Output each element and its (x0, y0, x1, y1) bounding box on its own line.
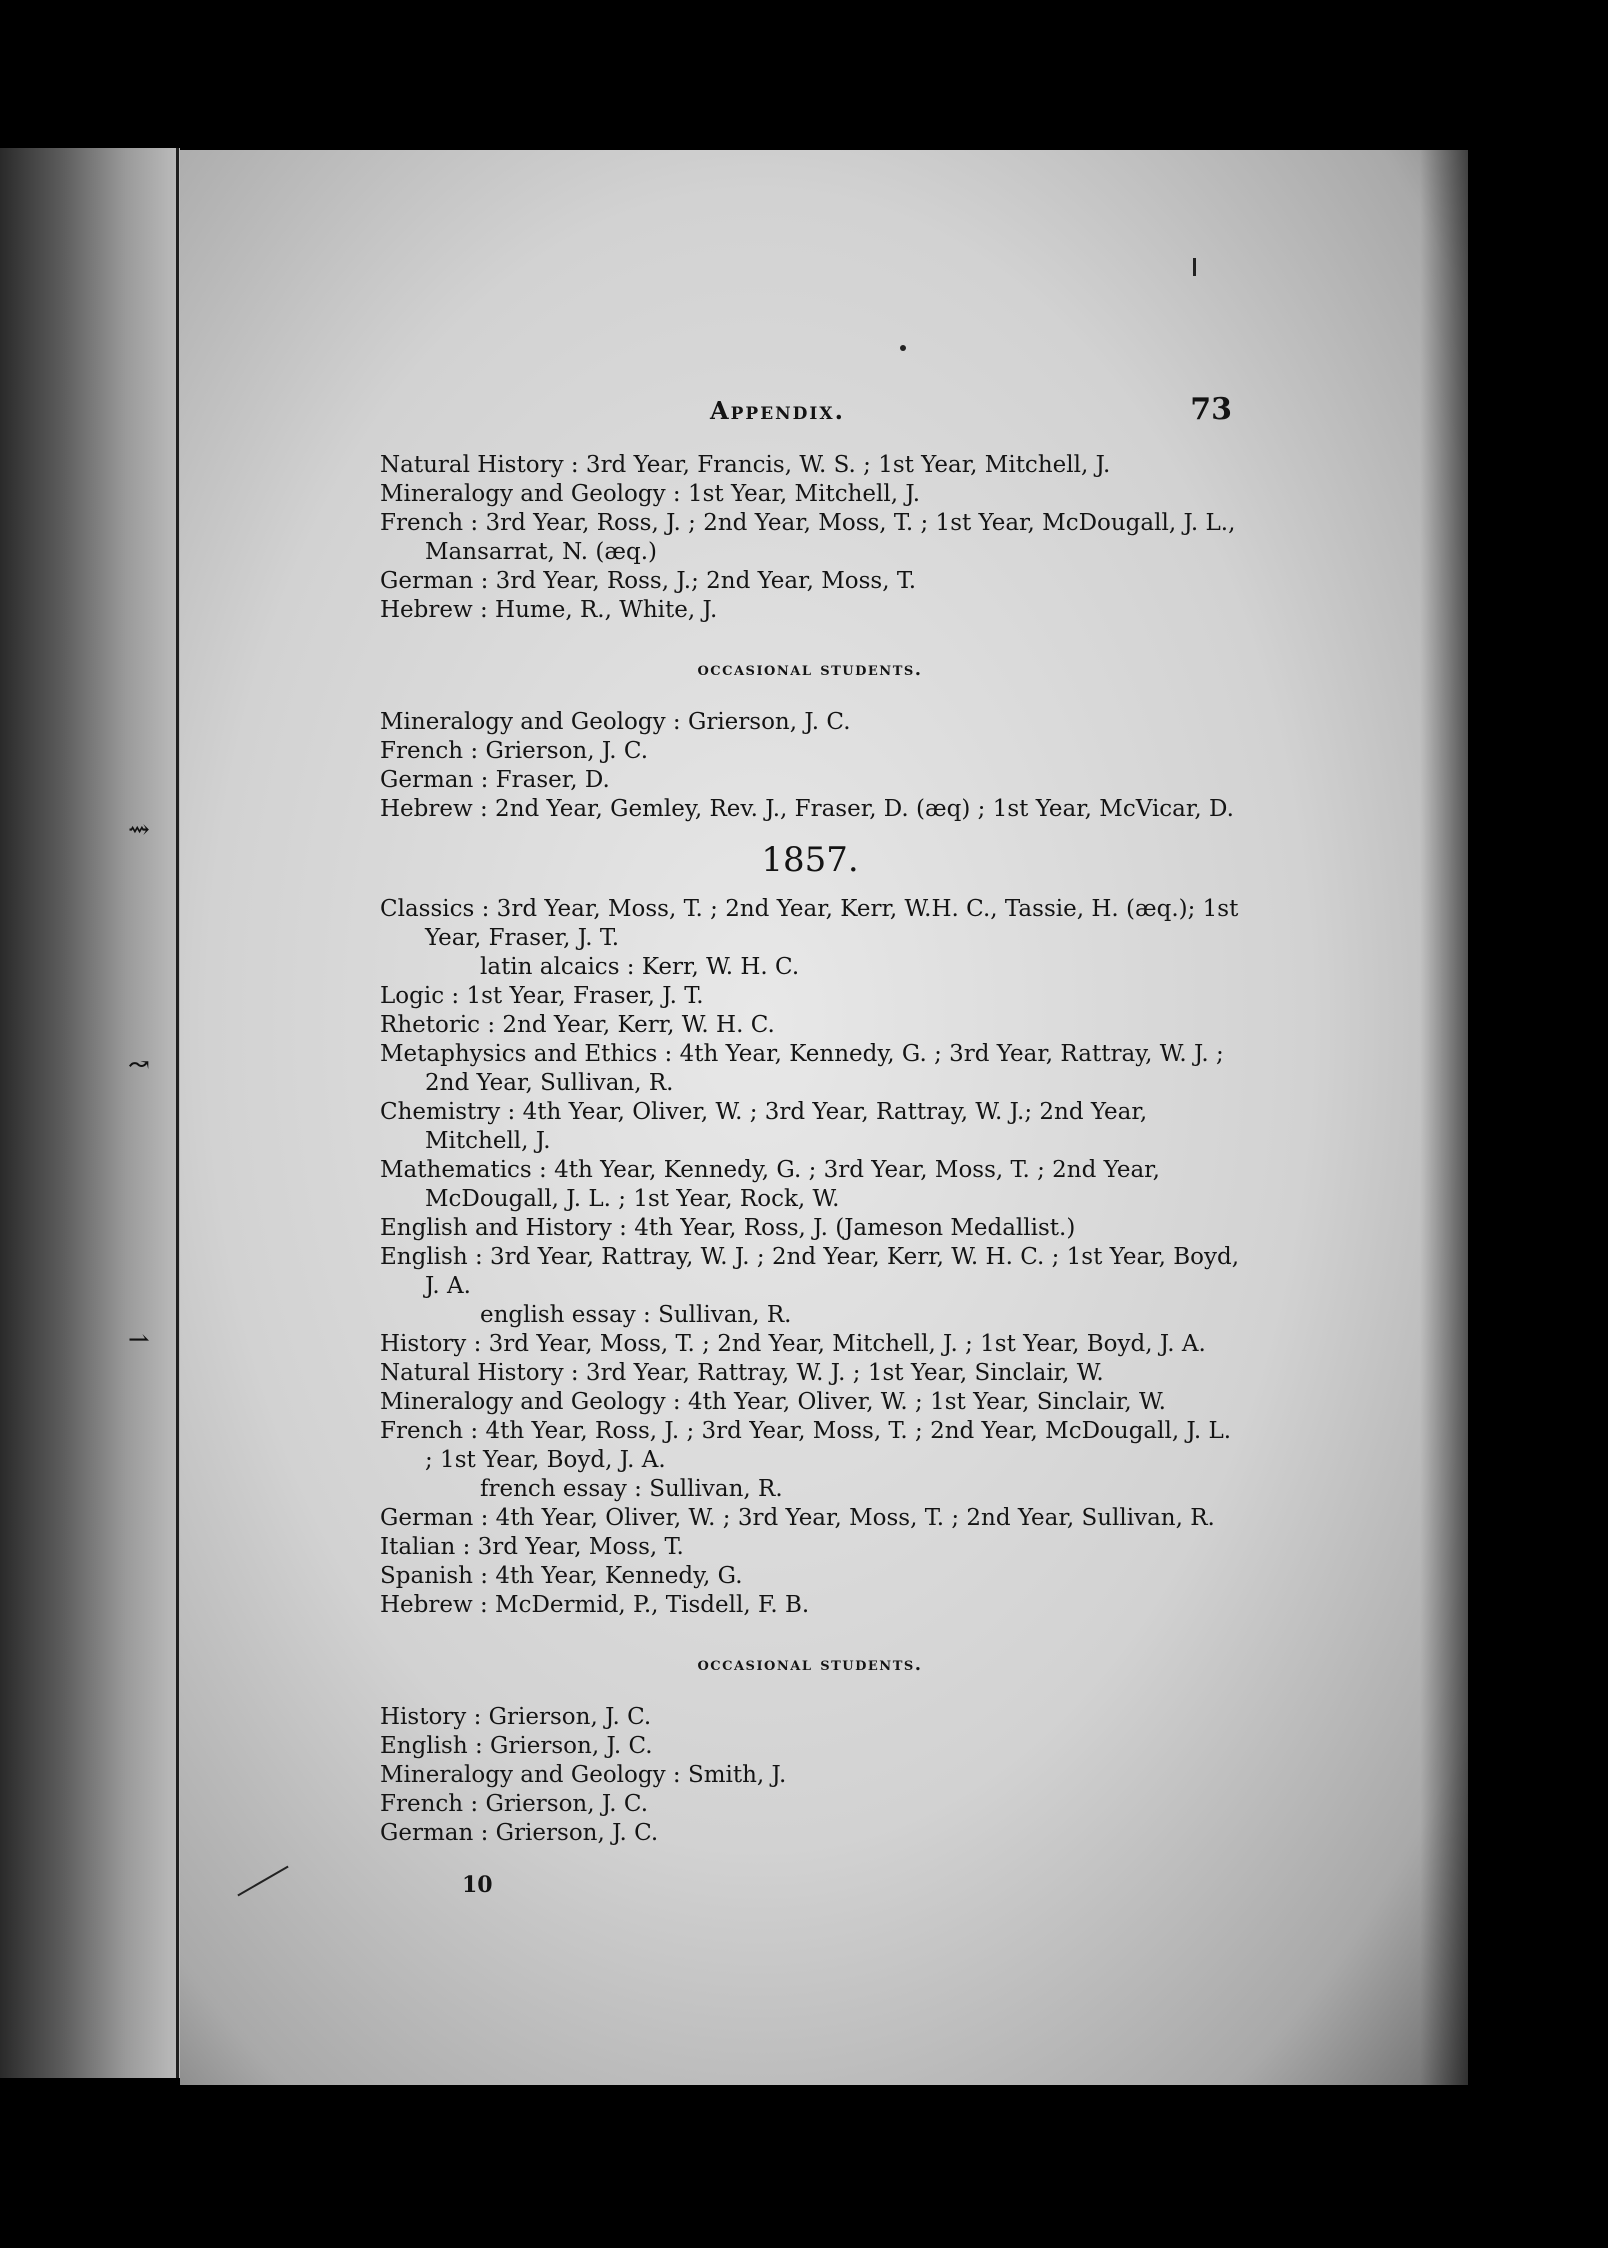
list-item: Metaphysics and Ethics : 4th Year, Kennedy, G. ; 3rd Year, Rattray, W. J. ; 2nd Year, Sullivan, R. (380, 1041, 1224, 1096)
page-edge-shadow (1420, 150, 1468, 2085)
list-item: Mineralogy and Geology : 1st Year, Mitchell, J. (380, 481, 921, 507)
list-item: French : Grierson, J. C. (380, 1791, 649, 1817)
paper-speck (900, 345, 906, 351)
list-item: Mineralogy and Geology : 4th Year, Oliver, W. ; 1st Year, Sinclair, W. (380, 1389, 1166, 1415)
list-item: Mineralogy and Geology : Smith, J. (380, 1762, 787, 1788)
signature-mark: 10 (462, 1872, 493, 1898)
list-item: Hebrew : 2nd Year, Gemley, Rev. J., Fraser, D. (æq) ; 1st Year, McVicar, D. (380, 796, 1234, 822)
prize-list-block-4 (380, 1703, 1240, 1848)
list-item: German : 4th Year, Oliver, W. ; 3rd Year, Moss, T. ; 2nd Year, Sullivan, R. (380, 1505, 1215, 1531)
prize-list-block-2 (380, 708, 1240, 824)
book-spine (0, 148, 180, 2078)
list-item: Rhetoric : 2nd Year, Kerr, W. H. C. (380, 1012, 775, 1038)
list-item: Mineralogy and Geology : Grierson, J. C. (380, 709, 851, 735)
section-heading-occasional-1: occasional students. (697, 659, 923, 680)
gutter-line (176, 148, 179, 2078)
sub-list-item: french essay : Sullivan, R. (480, 1476, 783, 1502)
list-item: Mathematics : 4th Year, Kennedy, G. ; 3rd Year, Moss, T. ; 2nd Year, McDougall, J. L. ; 1st Year, Rock, W. (380, 1157, 1160, 1212)
list-item: History : Grierson, J. C. (380, 1704, 652, 1730)
prize-list-block-1 (380, 451, 1240, 625)
ink-smudge-icon: ⇝ (128, 815, 150, 845)
list-item: French : Grierson, J. C. (380, 738, 649, 764)
ink-smudge-icon: ⇀ (128, 1325, 150, 1355)
list-item: English : Grierson, J. C. (380, 1733, 653, 1759)
paper-speck (1193, 258, 1196, 276)
running-title: Appendix. (710, 396, 845, 425)
page-number: 73 (1190, 392, 1232, 427)
list-item: German : Fraser, D. (380, 767, 610, 793)
section-heading-occasional-2: occasional students. (697, 1654, 923, 1675)
year-heading: 1857. (761, 840, 859, 880)
sub-list-item: latin alcaics : Kerr, W. H. C. (480, 954, 800, 980)
page-text (380, 392, 1240, 1848)
ink-smudge-icon: ↝ (128, 1050, 150, 1080)
list-item: Logic : 1st Year, Fraser, J. T. (380, 983, 704, 1009)
sub-list-item: english essay : Sullivan, R. (480, 1302, 792, 1328)
list-item: German : 3rd Year, Ross, J.; 2nd Year, Moss, T. (380, 568, 917, 594)
list-item: Natural History : 3rd Year, Rattray, W. J. ; 1st Year, Sinclair, W. (380, 1360, 1104, 1386)
list-item: Italian : 3rd Year, Moss, T. (380, 1534, 684, 1560)
list-item: Natural History : 3rd Year, Francis, W. S. ; 1st Year, Mitchell, J. (380, 452, 1111, 478)
list-item: Chemistry : 4th Year, Oliver, W. ; 3rd Year, Rattray, W. J.; 2nd Year, Mitchell, J. (380, 1099, 1148, 1154)
list-item: Hebrew : Hume, R., White, J. (380, 597, 718, 623)
running-header (380, 392, 1240, 427)
list-item: French : 4th Year, Ross, J. ; 3rd Year, Moss, T. ; 2nd Year, McDougall, J. L. ; 1st Year, Boyd, J. A. (380, 1418, 1232, 1473)
list-item: Hebrew : McDermid, P., Tisdell, F. B. (380, 1592, 810, 1618)
list-item: German : Grierson, J. C. (380, 1820, 659, 1846)
list-item: English : 3rd Year, Rattray, W. J. ; 2nd Year, Kerr, W. H. C. ; 1st Year, Boyd, J. A. (380, 1244, 1240, 1299)
list-item: French : 3rd Year, Ross, J. ; 2nd Year, Moss, T. ; 1st Year, McDougall, J. L., Mansarrat, N. (æq.) (380, 510, 1236, 565)
list-item: Spanish : 4th Year, Kennedy, G. (380, 1563, 743, 1589)
list-item: Classics : 3rd Year, Moss, T. ; 2nd Year, Kerr, W.H. C., Tassie, H. (æq.); 1st Year, Fraser, J. T. (380, 896, 1239, 951)
list-item: English and History : 4th Year, Ross, J. (Jameson Medallist.) (380, 1215, 1076, 1241)
prize-list-block-3 (380, 895, 1240, 1620)
list-item: History : 3rd Year, Moss, T. ; 2nd Year, Mitchell, J. ; 1st Year, Boyd, J. A. (380, 1331, 1206, 1357)
